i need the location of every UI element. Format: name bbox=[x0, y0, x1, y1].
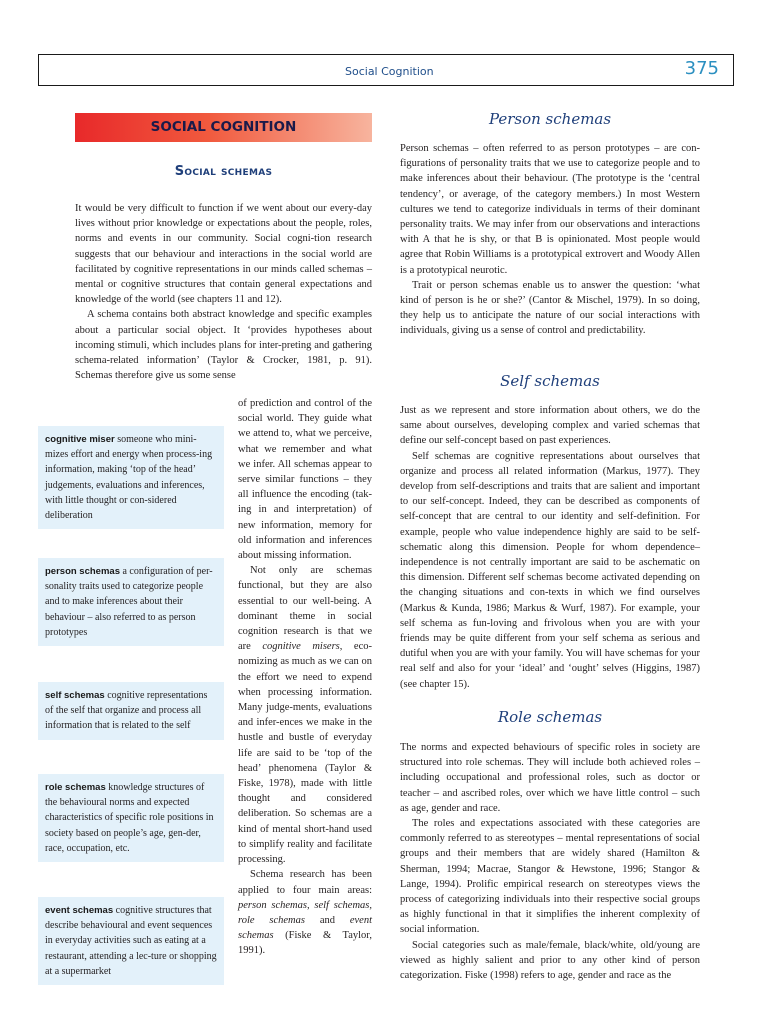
paragraph: Just as we represent and store information about others, we do the same about ourselves, developing complex and varied schemas that define our self-concept based on past experiences. bbox=[400, 405, 700, 447]
glossary-role-schemas bbox=[38, 774, 224, 862]
glossary-definition: a configuration of per-sonality traits used to categorize people and to make inferences about their behaviour – also referred to as person prototypes bbox=[45, 566, 213, 638]
glossary-event-schemas bbox=[38, 897, 224, 985]
glossary-definition: knowledge structures of the behavioural norms and expected characteristics of specific role positions in society based on people’s age, gen-der, race, occupation, etc. bbox=[45, 782, 214, 854]
intro-text bbox=[75, 201, 372, 383]
paragraph: Schema research has been applied to four main areas: person schemas, self schemas, role schemas and event schemas (Fiske & Taylor, 1991). bbox=[238, 869, 372, 957]
glossary-term: person schemas bbox=[45, 566, 120, 577]
key-term-cognitive-misers: cognitive misers bbox=[262, 641, 340, 653]
glossary-definition: cognitive representations of the self that organize and process all information that is related to the self bbox=[45, 690, 208, 732]
key-term-event-schemas: event schemas bbox=[238, 914, 372, 942]
paragraph: Trait or person schemas enable us to answer the question: ‘what kind of person is he or she?’ (Cantor & Mischel, 1979). In so doing, they help us to anticipate the nature of our social interactions with individuals, giving us a sense of control and predictability. bbox=[400, 279, 700, 337]
section-heading-social-schemas: Social schemas bbox=[174, 164, 273, 179]
paragraph: Self schemas are cognitive representations about ourselves that organize and process all related information (Markus, 1977). They develop from self-descriptions and traits that are salient and important to our self-concept. Indeed, they can be described as components of self-concept that are central to our identity and self-definition. For example, people who value independence highly are said to be self-schematic along this dimension. People for whom dependence–independence is not centrally important are said to be aschematic on this dimension. Different self schemas become activated depending on the changing situations and con-texts in which we find ourselves (Markus & Kunda, 1986; Markus & Wurf, 1987). For example, your self schema as fun-loving and frivolous when you are with your friends may be quite different from your self schema as serious and dutiful when you are with your family. You will have schemas for your real self and also for your ‘ideal’ and ‘ought’ selves (Higgins, 1987) (see chapter 15). bbox=[400, 450, 700, 690]
paragraph: The roles and expectations associated with these categories are commonly referred to as stereotypes – mental representations of social groups and their members that are widely shared (Hamilton & Sherman, 1994; Macrae, Stangor & Hewstone, 1996; Stangor & Lange, 1994). Prolific empirical research on stereotypes views the process of categorizing individuals into their respective social groups as highly functional in that it simplifies the inherent complexity of social information. bbox=[400, 818, 700, 936]
page-number: 375 bbox=[684, 58, 719, 79]
glossary-self-schemas bbox=[38, 682, 224, 740]
glossary-term: self schemas bbox=[45, 690, 105, 701]
running-header-section: Social Cognition bbox=[345, 65, 434, 78]
glossary-definition: someone who mini-mizes effort and energy when process-ing information, making ‘top of the head’ judgements, evaluations and inferences, with little thought or con-sidered deliberation bbox=[45, 434, 213, 522]
role-schemas-text bbox=[400, 740, 700, 983]
heading-self-schemas: Self schemas bbox=[500, 372, 600, 390]
paragraph: The norms and expected behaviours of specific roles in society are structured into role schemas. They will include both achieved roles – including occupational and professional roles, such as doctor or teacher – and ascribed roles, over which we have little control – such as age, gender and race. bbox=[400, 742, 700, 814]
chapter-section-banner: SOCIAL COGNITION bbox=[75, 113, 372, 142]
running-header bbox=[38, 54, 734, 86]
paragraph: of prediction and control of the social world. They guide what we attend to, what we perceive, what we remember and what we infer. All schemas appear to serve similar functions – they all influence the encoding (tak-ing in and interpretation) of new information, memory for old information and inferences about missing information. bbox=[238, 398, 372, 562]
self-schemas-text bbox=[400, 403, 700, 692]
glossary-term: role schemas bbox=[45, 782, 106, 793]
key-terms-schemas: person schemas, self schemas, role schemas bbox=[238, 899, 372, 926]
paragraph: A schema contains both abstract knowledge and specific examples about a particular social object. It ‘provides hypotheses about incoming stimuli, which includes plans for inter-preting and gathering schema-related information’ (Taylor & Crocker, 1981, p. 91). Schemas therefore give us some sense bbox=[75, 309, 372, 382]
person-schemas-text bbox=[400, 141, 700, 339]
paragraph: Not only are schemas functional, but they are also essential to our well-being. A dominant theme in social cognition research is that we are cognitive misers, eco-nomizing as much as we can on the effort we need to expend when processing information. Many judge-ments, evaluations and infer-ences we make in the hustle and bustle of everyday life are said to be ‘top of the head’ phenomena (Taylor & Fiske, 1978), made with little thought and considered deliberation. So schemas are a kind of mental short-hand used to simplify reality and facilitate processing. bbox=[238, 565, 372, 866]
glossary-definition: cognitive structures that describe behavioural and event sequences in everyday activities such as eating at a restaurant, attending a lec-ture or shopping at a supermarket bbox=[45, 905, 217, 977]
paragraph: It would be very difficult to function if we went about our every-day lives without prior knowledge or expectations about the people, roles, norms and events in our community. Social cogni-tion research suggests that our behaviour and interactions in the social world are facilitated by cognitive representations in our minds called schemas – mental or cognitive structures that contain general expectations and knowledge of the world (see chapters 11 and 12). bbox=[75, 203, 372, 306]
narrow-column-text bbox=[238, 396, 372, 959]
glossary-person-schemas bbox=[38, 558, 224, 646]
paragraph: Social categories such as male/female, black/white, old/young are viewed as highly salient and prior to any other kind of person categorization. Fiske (1998) refers to age, gender and race as the bbox=[400, 939, 700, 982]
heading-role-schemas: Role schemas bbox=[497, 708, 603, 726]
heading-person-schemas: Person schemas bbox=[488, 110, 612, 128]
glossary-cognitive-miser bbox=[38, 426, 224, 529]
glossary-term: cognitive miser bbox=[45, 434, 115, 445]
glossary-term: event schemas bbox=[45, 905, 114, 916]
paragraph: Person schemas – often referred to as person prototypes – are con-figurations of personality traits that we use to categorize people and to make inferences about their behaviour. (The prototype is the ‘central tendency’, or average, of the category members.) In most Western cultures we tend to categorize individuals in terms of their dominant personality traits. We may infer from our observations and interactions with A that he is shy, or that B is opinionated. Most people would agree that Robin Williams is a prototypical extrovert and Woody Allen is a prototypical neurotic. bbox=[400, 143, 700, 276]
